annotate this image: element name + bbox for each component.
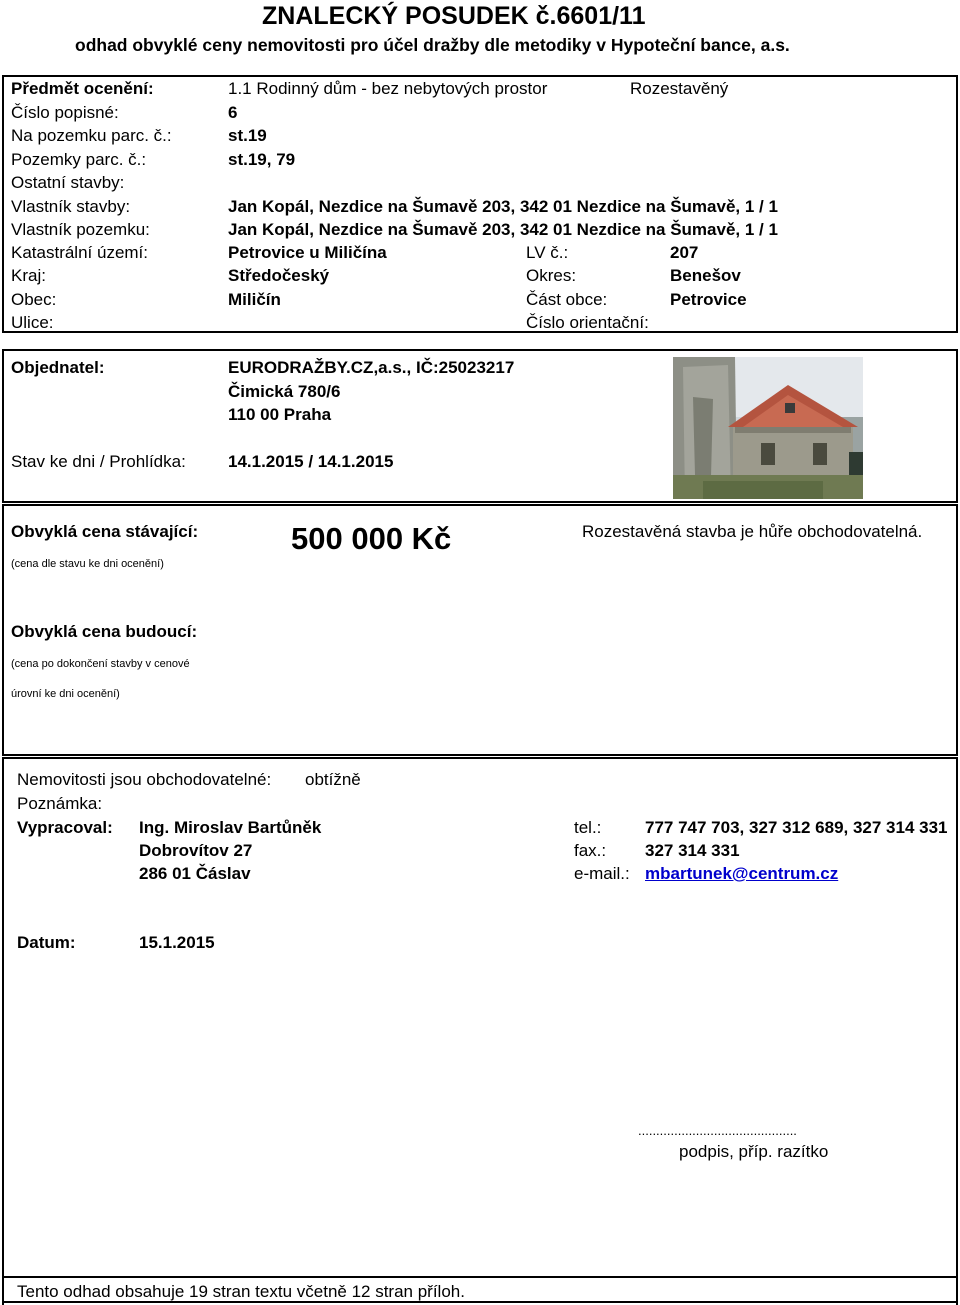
marketability-label: Nemovitosti jsou obchodovatelné: bbox=[17, 770, 272, 789]
marketability-value: obtížně bbox=[305, 770, 361, 789]
future-price-note-1: (cena po dokončení stavby v cenové bbox=[11, 658, 190, 670]
author-street: Dobrovítov 27 bbox=[139, 841, 253, 860]
stav-value: 14.1.2015 / 14.1.2015 bbox=[228, 452, 394, 471]
client-name: EURODRAŽBY.CZ,a.s., IČ:25023217 bbox=[228, 358, 515, 377]
document-subtitle: odhad obvyklé ceny nemovitosti pro účel dražby dle metodiky v Hypoteční bance, a.s. bbox=[75, 35, 790, 55]
na-pozemku-value: st.19 bbox=[228, 126, 267, 145]
kraj-label: Kraj: bbox=[11, 266, 46, 285]
subject-status: Rozestavěný bbox=[630, 79, 729, 98]
future-price-note-2: úrovní ke dni ocenění) bbox=[11, 688, 120, 700]
vlastnik-stavby-label: Vlastník stavby: bbox=[11, 197, 131, 216]
vlastnik-stavby-value: Jan Kopál, Nezdice na Šumavě 203, 342 01 Nezdice na Šumavě, 1 / 1 bbox=[228, 197, 778, 216]
client-street: Čimická 780/6 bbox=[228, 382, 341, 401]
author-city: 286 01 Čáslav bbox=[139, 864, 251, 883]
lv-label: LV č.: bbox=[526, 243, 569, 262]
katastralni-label: Katastrální území: bbox=[11, 243, 149, 262]
cislo-popisne-label: Číslo popisné: bbox=[11, 103, 119, 122]
subject-value: 1.1 Rodinný dům - bez nebytových prostor bbox=[228, 79, 548, 98]
cast-obce-label: Část obce: bbox=[526, 290, 608, 309]
pozemky-label: Pozemky parc. č.: bbox=[11, 150, 147, 169]
signature-label: podpis, příp. razítko bbox=[679, 1142, 829, 1161]
okres-value: Benešov bbox=[670, 266, 741, 285]
signature-dots: ............................................ bbox=[638, 1123, 797, 1138]
author-label: Vypracoval: bbox=[17, 818, 113, 837]
tel-value: 777 747 703, 327 312 689, 327 314 331 bbox=[645, 818, 948, 837]
email-label: e-mail.: bbox=[574, 864, 630, 883]
date-value: 15.1.2015 bbox=[139, 933, 215, 952]
vlastnik-pozemku-label: Vlastník pozemku: bbox=[11, 220, 150, 239]
note-label: Poznámka: bbox=[17, 794, 103, 813]
fax-label: fax.: bbox=[574, 841, 607, 860]
ostatni-stavby-label: Ostatní stavby: bbox=[11, 173, 125, 192]
na-pozemku-label: Na pozemku parc. č.: bbox=[11, 126, 172, 145]
katastralni-value: Petrovice u Miličína bbox=[228, 243, 387, 262]
obec-value: Miličín bbox=[228, 290, 281, 309]
stav-label: Stav ke dni / Prohlídka: bbox=[11, 452, 186, 471]
current-price-note: (cena dle stavu ke dni ocenění) bbox=[11, 558, 164, 570]
kraj-value: Středočeský bbox=[228, 266, 330, 285]
pozemky-value: st.19, 79 bbox=[228, 150, 296, 169]
cislo-orientacni-label: Číslo orientační: bbox=[526, 313, 649, 332]
vlastnik-pozemku-value: Jan Kopál, Nezdice na Šumavě 203, 342 01 Nezdice na Šumavě, 1 / 1 bbox=[228, 220, 778, 239]
lv-value: 207 bbox=[670, 243, 699, 262]
okres-label: Okres: bbox=[526, 266, 577, 285]
client-label: Objednatel: bbox=[11, 358, 105, 377]
pages-note: Tento odhad obsahuje 19 stran textu včetně 12 stran příloh. bbox=[17, 1282, 465, 1301]
date-label: Datum: bbox=[17, 933, 76, 952]
tel-label: tel.: bbox=[574, 818, 602, 837]
subject-label: Předmět ocenění: bbox=[11, 79, 154, 98]
future-price-label: Obvyklá cena budoucí: bbox=[11, 622, 198, 641]
ulice-label: Ulice: bbox=[11, 313, 54, 332]
property-photo bbox=[673, 357, 863, 499]
fax-value: 327 314 331 bbox=[645, 841, 740, 860]
cast-obce-value: Petrovice bbox=[670, 290, 747, 309]
obec-label: Obec: bbox=[11, 290, 57, 309]
document-title: ZNALECKÝ POSUDEK č.6601/11 bbox=[262, 2, 646, 30]
author-name: Ing. Miroslav Bartůněk bbox=[139, 818, 322, 837]
email-link[interactable]: mbartunek@centrum.cz bbox=[645, 864, 839, 883]
footer-box bbox=[2, 757, 958, 1303]
cislo-popisne-value: 6 bbox=[228, 103, 238, 122]
current-price-value: 500 000 Kč bbox=[291, 521, 452, 556]
current-price-label: Obvyklá cena stávající: bbox=[11, 522, 199, 541]
current-price-comment: Rozestavěná stavba je hůře obchodovatelná. bbox=[582, 522, 923, 541]
client-city: 110 00 Praha bbox=[228, 405, 332, 424]
